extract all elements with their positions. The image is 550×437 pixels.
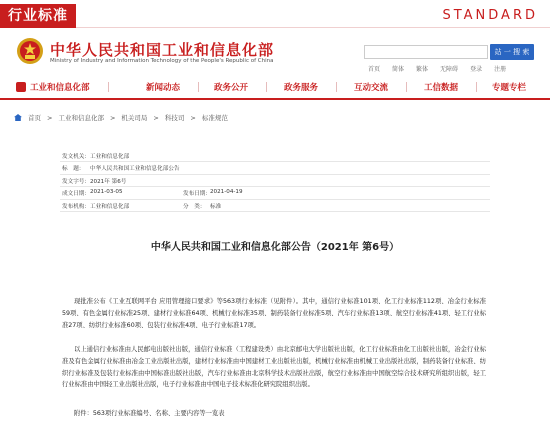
quick-link-accessibility[interactable]: 无障碍: [440, 66, 459, 73]
meta-key: 发布机构：: [62, 203, 90, 210]
main-nav: [0, 76, 550, 100]
breadcrumb-tech-dept[interactable]: 科技司: [164, 114, 185, 122]
national-emblem-icon: [16, 37, 44, 65]
nav-divider: [266, 82, 267, 92]
nav-divider: [476, 82, 477, 92]
nav-label: 专题专栏: [492, 83, 527, 93]
meta-row: [60, 150, 490, 162]
meta-value: 2021-04-19: [210, 189, 243, 196]
quick-link-register[interactable]: 注册: [494, 66, 507, 73]
meta-row: [60, 187, 490, 199]
search-input[interactable]: [364, 45, 488, 59]
standard-label: STANDARD: [442, 8, 538, 23]
nav-label: 互动交流: [354, 83, 389, 93]
meta-value: 2021-03-05: [90, 189, 123, 196]
nav-item-gov-service[interactable]: [284, 81, 318, 93]
meta-value: 工业和信息化部: [90, 203, 130, 210]
quick-link-simplified[interactable]: 简体: [392, 66, 405, 73]
site-subtitle: Ministry of Industry and Information Technology of the People's Republic of China: [50, 58, 274, 64]
nav-divider: [108, 82, 109, 92]
home-icon: [14, 114, 22, 121]
nav-item-topics[interactable]: [492, 81, 526, 93]
nav-label: 工信数据: [424, 83, 459, 93]
nav-item-gov-info[interactable]: [214, 81, 248, 93]
breadcrumb-departments[interactable]: 机关司局: [121, 114, 148, 122]
nav-divider: [198, 82, 199, 92]
meta-key: 发布日期：: [183, 191, 211, 198]
meta-row: [60, 162, 490, 174]
article-title: 中华人民共和国工业和信息化部公告（2021年 第6号）: [150, 242, 400, 253]
meta-key: 发文字号：: [62, 178, 90, 185]
meta-key: 发文机关：: [62, 154, 90, 160]
article-paragraph: 以上通信行业标准由人民邮电出版社出版，通信行业标准（工程建设类）由北京邮电大学出版社出版，化工行业标准由化工出版社出版，冶金行业标准及有色金属行业标准由冶金工业出版社出版，建材行业标准由中国建材工业出版社出版，机械行业标准由机械工业出版社出版，制药装备行业标准、纺织行业标准及包装行业标准由中国标准出版社出版，汽车行业标准由北京科学技术出版社出版，航空行业标准由中国航空综合技术研究所组织出版，轻工行业标准由中国轻工业出版社出版，电子行业标准由中国电子技术标准化研究院组织出版。: [62, 346, 486, 389]
nav-item-interaction[interactable]: [354, 81, 388, 93]
meta-value: 标准: [210, 203, 222, 210]
article-paragraph: 现批准公布《工业互联网平台 应用管理接口要求》等563项行业标准（见附件）。其中，通信行业标准101项、化工行业标准112项、冶金行业标准59项、有色金属行业标准25项、建材行业标准64项、机械行业标准35项、制药装备行业标准5项、汽车行业标准13项、航空行业标准41项、轻工行业标准27项、纺织行业标准60项、包装行业标准4项、电子行业标准17项。: [62, 298, 486, 329]
breadcrumb-separator: >: [109, 113, 116, 122]
attachment-link[interactable]: 附件：563项行业标准编号、名称、主要内容等一览表: [74, 410, 225, 417]
breadcrumb-separator: >: [190, 113, 196, 122]
meta-value: 工业和信息化部: [90, 154, 130, 160]
meta-row: [60, 175, 490, 187]
nav-label: 政务服务: [284, 83, 319, 93]
nav-label: 新闻动态: [146, 83, 181, 93]
banner-divider: [76, 27, 550, 28]
site-title[interactable]: 中华人民共和国工业和信息化部: [50, 41, 275, 59]
quick-links: [368, 64, 506, 73]
category-tag: 行业标准: [0, 4, 76, 28]
document-meta: [60, 150, 490, 212]
top-banner: [0, 0, 550, 36]
meta-key: 标 题：: [62, 166, 85, 173]
ministry-icon: [16, 82, 26, 92]
nav-item-news[interactable]: [146, 81, 180, 93]
nav-item-data[interactable]: [424, 81, 458, 93]
breadcrumb-standards[interactable]: 标准规范: [201, 114, 228, 122]
search-button[interactable]: 站 一 搜 索: [490, 44, 534, 60]
site-header: [0, 36, 550, 76]
meta-key: 分 类：: [183, 203, 206, 210]
breadcrumb-home[interactable]: 首页: [28, 114, 41, 122]
nav-divider: [336, 82, 337, 92]
meta-value: 中华人民共和国工业和信息化部公告: [90, 166, 180, 173]
breadcrumb-separator: >: [153, 113, 159, 122]
nav-divider: [406, 82, 407, 92]
quick-link-traditional[interactable]: 繁体: [416, 66, 429, 73]
breadcrumb: [14, 113, 228, 122]
meta-key: 成文日期：: [62, 191, 90, 198]
quick-link-login[interactable]: 登录: [470, 66, 483, 73]
nav-label: 政务公开: [214, 83, 249, 93]
quick-link-home[interactable]: 首页: [368, 66, 381, 73]
meta-row: [60, 200, 490, 212]
nav-label: 工业和信息化部: [30, 83, 90, 93]
meta-value: 2021年 第6号: [90, 178, 127, 185]
breadcrumb-ministry[interactable]: 工业和信息化部: [58, 114, 104, 122]
nav-item-ministry[interactable]: [16, 81, 90, 93]
breadcrumb-separator: >: [47, 113, 53, 122]
